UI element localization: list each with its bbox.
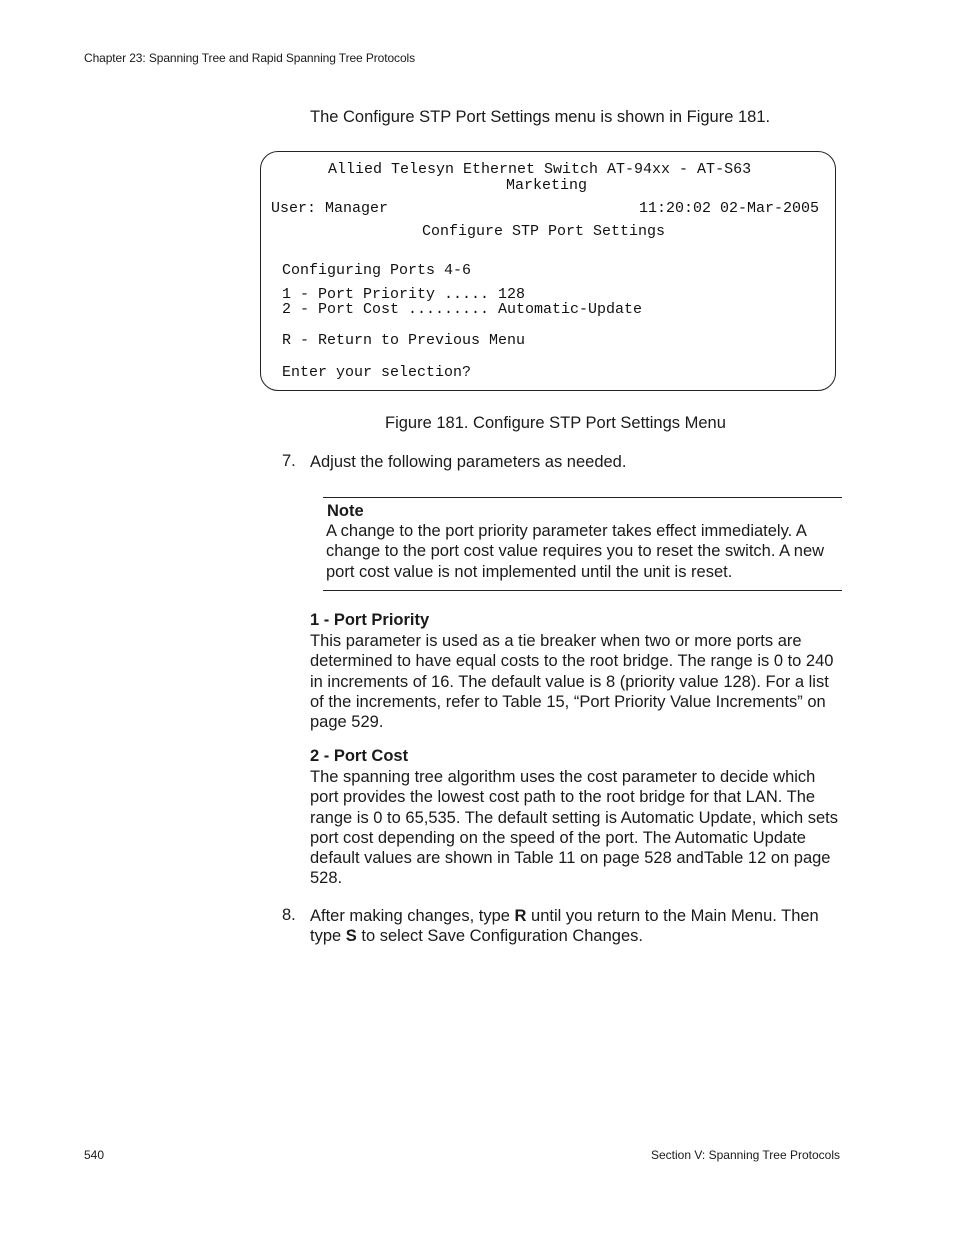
step-8-text-b: until you return to the Main Menu. Then type bbox=[310, 907, 819, 946]
terminal-option-port-cost: 2 - Port Cost ......... Automatic-Update bbox=[282, 301, 643, 318]
param-port-cost-title: 2 - Port Cost bbox=[310, 747, 409, 765]
terminal-option-port-priority: 1 - Port Priority ..... 128 bbox=[282, 286, 526, 303]
intro-text: The Configure STP Port Settings menu is shown in Figure 181. bbox=[310, 108, 771, 126]
step-8-number: 8. bbox=[282, 906, 296, 924]
terminal-configuring: Configuring Ports 4-6 bbox=[282, 262, 472, 279]
step-8-text-a: After making changes, type bbox=[310, 907, 515, 925]
terminal-screen bbox=[260, 151, 836, 391]
param-port-cost-body: The spanning tree algorithm uses the cost parameter to decide which port provides the lowest cost path to the root bridge for that LAN. The range is 0 to 65,535. The default setting is Automatic Update, which sets port cost depending on the speed of the port. The Automatic Update default values are shown in Table 11 on page 528 andTable 12 on page 528. bbox=[310, 768, 839, 888]
note-title: Note bbox=[327, 502, 364, 520]
terminal-title-line1: Allied Telesyn Ethernet Switch AT-94xx - AT-S63 bbox=[328, 161, 752, 178]
step-8-text-c: to select Save Configuration Changes. bbox=[356, 927, 643, 946]
param-port-priority-body: This parameter is used as a tie breaker when two or more ports are determined to have equal costs to the root bridge. The range is 0 to 240 in increments of 16. The default value is 8 (priority value 128). For a list of the increments, refer to Table 15, “Port Priority Value Increments” on page 529. bbox=[310, 632, 834, 732]
key-s: S bbox=[345, 927, 357, 946]
page-number: 540 bbox=[84, 1148, 105, 1162]
terminal-datetime: 11:20:02 02-Mar-2005 bbox=[639, 200, 820, 217]
terminal-title-line2: Marketing bbox=[506, 177, 588, 194]
step-8-text bbox=[310, 906, 845, 947]
note-body: A change to the port priority parameter takes effect immediately. A change to the port cost value requires you to reset the switch. A new port cost value is not implemented until the unit is reset. bbox=[326, 522, 825, 581]
note-box bbox=[323, 497, 842, 591]
terminal-prompt: Enter your selection? bbox=[282, 364, 472, 381]
key-r: R bbox=[514, 907, 527, 925]
terminal-menu-title: Configure STP Port Settings bbox=[422, 223, 666, 240]
step-7-text: Adjust the following parameters as needed. bbox=[310, 453, 627, 471]
param-port-priority-title: 1 - Port Priority bbox=[310, 611, 430, 629]
terminal-user: User: Manager bbox=[271, 200, 389, 217]
figure-caption: Figure 181. Configure STP Port Settings Menu bbox=[385, 414, 726, 432]
section-footer: Section V: Spanning Tree Protocols bbox=[651, 1148, 840, 1162]
running-header: Chapter 23: Spanning Tree and Rapid Spanning Tree Protocols bbox=[84, 51, 415, 65]
terminal-option-return: R - Return to Previous Menu bbox=[282, 332, 526, 349]
step-7-number: 7. bbox=[282, 452, 296, 470]
